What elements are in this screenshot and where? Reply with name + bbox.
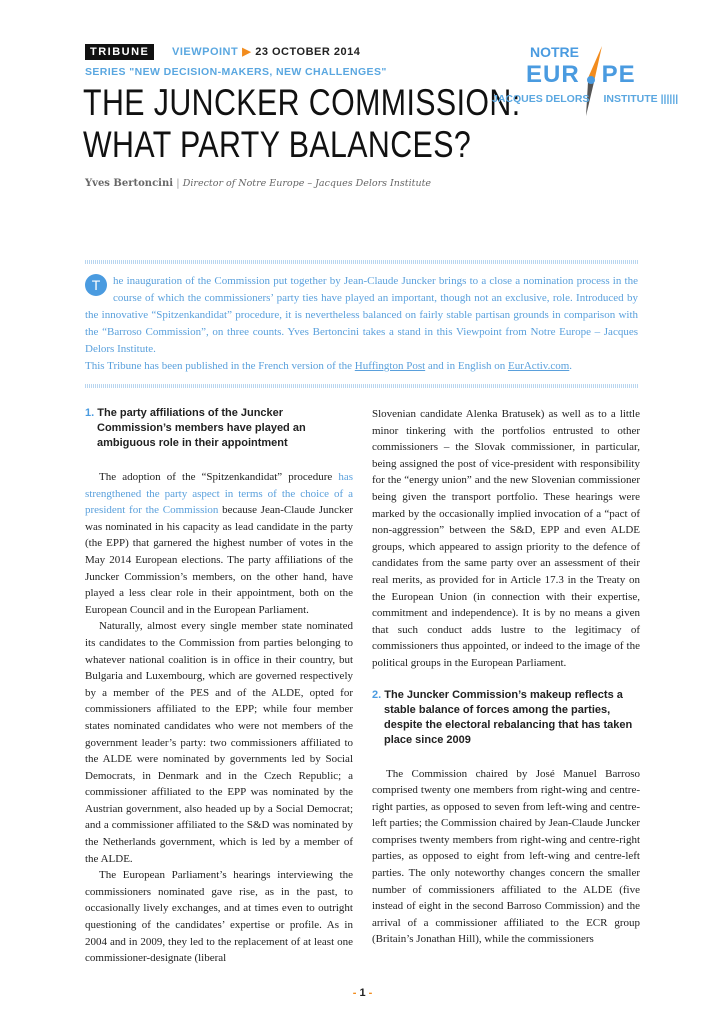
date: 23 OCTOBER 2014 xyxy=(255,46,361,58)
euractiv-link[interactable]: EurActiv.com xyxy=(507,360,570,372)
arrow-icon: ▶ xyxy=(242,46,252,58)
author-line: Yves Bertoncini | Director of Notre Europe – Jacques Delors Institute xyxy=(85,178,432,189)
divider xyxy=(85,384,638,388)
author-name: Yves Bertoncini xyxy=(85,178,174,189)
paragraph: The adoption of the “Spitzenkandidat” procedure has strengthened the party aspect in terms of the choice of a president for the Commission because Jean-Claude Juncker was nominated in his capacity as lead candidate in the party (the EPP) that garnered the highest number of votes in the May 2014 European elections. The party affiliations of the Juncker Commission’s members, on the other hand, have played a less clear role in their appointment, both on the European Council and in the European Parliament. xyxy=(85,471,353,616)
huffington-link[interactable]: Huffington Post xyxy=(354,360,426,372)
divider xyxy=(85,260,638,264)
pub-text: and in English on xyxy=(425,360,508,372)
tribune-tag: TRIBUNE xyxy=(85,44,154,60)
title-line-1: THE JUNCKER COMMISSION: xyxy=(83,82,521,123)
pub-text: This Tribune has been published in the French version of the xyxy=(85,360,355,372)
logo-jdi: JACQUES DELORS INSTITUTE |||||| xyxy=(492,93,679,105)
paragraph: Slovenian candidate Alenka Bratusek) as well as to a little minor tinkering with the portfolios entrusted to other commissioners – the Slovak commissioner, in particular, being assigned the post of vice-president with responsibility for the “energy union” and the new Slovenian commissioner being given the transport portfolio. These hearings were marked by the occasionally implied invocation of a “pact of non-aggression” between the S&D, EPP and even ALDE groups, which appeared to assign priority to the defence of candidates from the same party over an assessment of their real merits, as provided for in Article 17.3 in the Treaty on the European Union (in connection with their expertise, commitment and independence). It is by no means a given that such conduct adds lustre to the legitimacy of commissioners thus appointed, or indeed to the image of the political groups in the European Parliament. xyxy=(372,408,640,669)
pub-text: . xyxy=(569,360,573,372)
doc-type: VIEWPOINT xyxy=(172,46,239,58)
paragraph: The European Parliament’s hearings interviewing the commissioners nominated gave rise, as in the past, to occasionally lively exchanges, and at times even to outright questioning of the candidates’ expertise or profile. As in 2004 and in 2009, they led to the replacement of at least one commissioner-designate (liberal xyxy=(85,869,353,965)
author-role: Director of Notre Europe – Jacques Delors Institute xyxy=(182,178,432,189)
page-number: - 1 - xyxy=(352,986,373,999)
logo-europe: EUR PE xyxy=(526,61,636,88)
intro-box xyxy=(85,273,638,375)
paragraph: Naturally, almost every single member state nominated its candidates to the Commission from parties belonging to whatever national coalition is in office in their country, but Bulgaria and Luxembourg, which are governed respectively by a member of the PES and of the ALDE, opted for commissioners affiliated to the EPP; while four member states nominated candidates who were not members of the government leader’s party: two commissioners affiliated to the ALDE were nominated by governments led by Social Democrats, in Denmark and in the Czech Republic; a commissioner affiliated to the EPP was nominated by the Austrian government, also headed up by a Social Democrat; and a commissioner affiliated to the S&D was nominated by the Netherlands government, which is led by a member of the ALDE. xyxy=(85,620,353,865)
series-label: SERIES "NEW DECISION-MAKERS, NEW CHALLENGES" xyxy=(85,66,387,78)
column-right xyxy=(372,406,640,967)
title-line-2: WHAT PARTY BALANCES? xyxy=(83,124,472,165)
paragraph: The Commission chaired by José Manuel Barroso comprised twenty one members from right-wing and centre-right parties, as opposed to seven from left-wing and centre-left parties; the Commission chaired by Jean-Claude Juncker comprises twenty members from right-wing and centre-right parties, as opposed to eight from left-wing and centre-left parties. The only noteworthy changes concern the smaller number of commissioners affiliated to the ALDE (five instead of eight in the second Barroso Commission) and the arrival of a commissioner affiliated to the ECR group (Britain’s Jonathan Hill), while the commissioners xyxy=(372,767,640,946)
section-1-heading: 1. The party affiliations of the Juncker Commission’s members have played an ambiguous role in their appointment xyxy=(85,407,306,449)
logo-notre: NOTRE xyxy=(530,44,579,60)
columns xyxy=(85,406,640,967)
intro-text: he inauguration of the Commission put together by Jean-Claude Juncker brings to a close a nomination process in the course of which the commissioners’ party ties have played an important, though not an exclusive, role. Introduced by the innovative “Spitzenkandidat” procedure, it is nevertheless balanced on fairly stable partisan grounds in comparison with the “Barroso Commission”, on three counts. Yves Bertoncini takes a stand in this Viewpoint from Notre Europe – Jacques Delors Institute. xyxy=(85,275,638,355)
section-2-heading: 2. The Juncker Commission’s makeup reflects a stable balance of forces among the parties, despite the electoral rebalancing that has taken place since 2009 xyxy=(372,688,633,746)
dropcap: T xyxy=(85,274,107,296)
column-left xyxy=(85,406,353,967)
